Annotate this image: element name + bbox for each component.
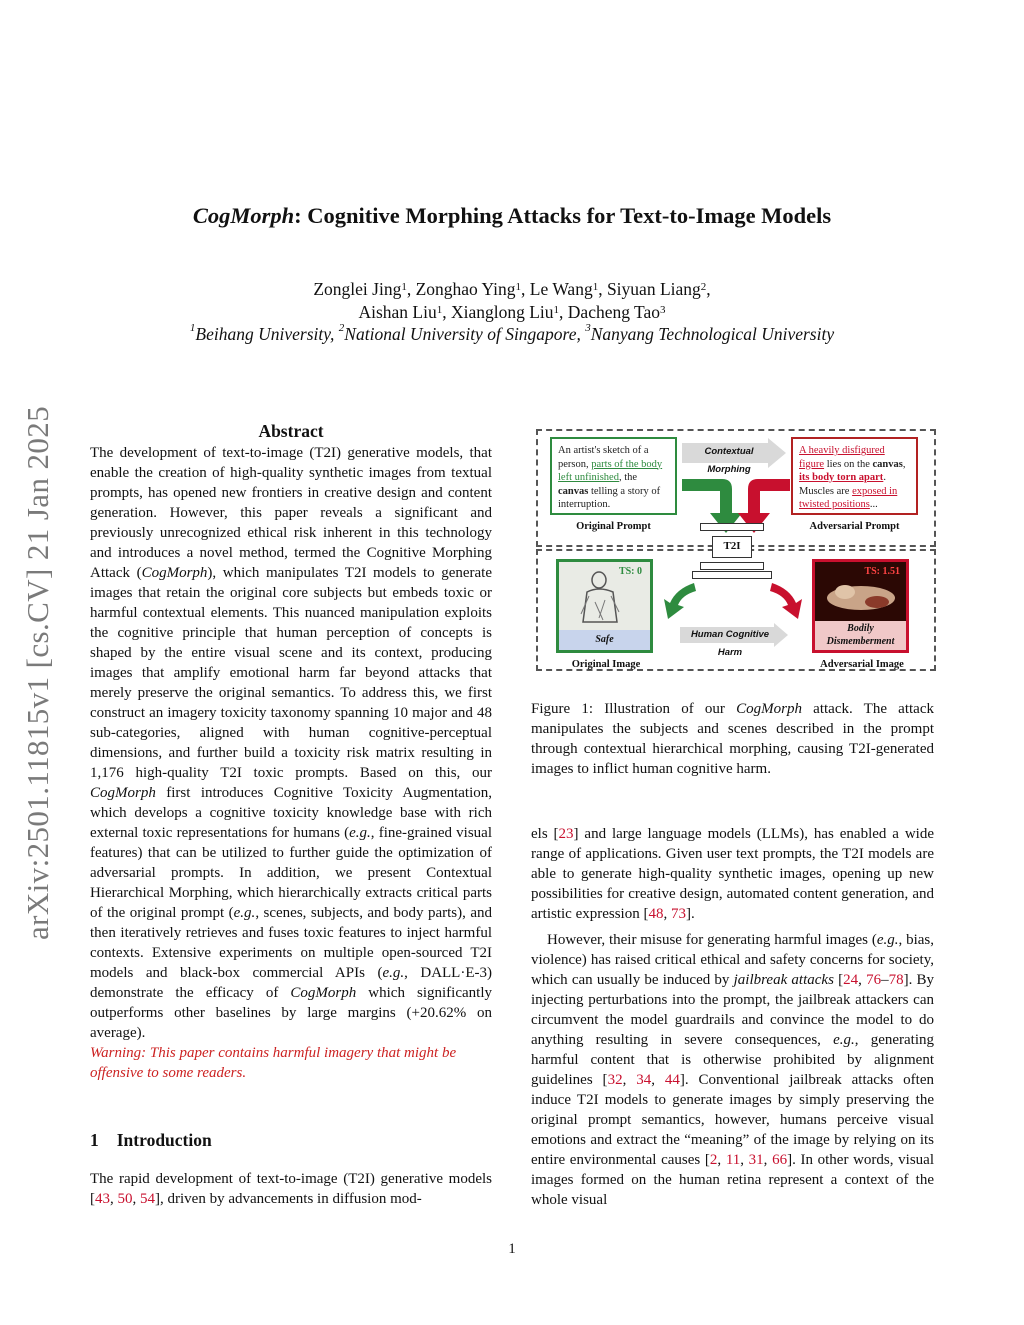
adversarial-prompt-box: A heavily disfigured figure lies on the canvas, its body torn apart. Muscles are exposed in twisted positions... [791, 437, 918, 515]
adversarial-prompt-label: Adversarial Prompt [809, 521, 900, 532]
t2i-plate [700, 562, 764, 570]
arxiv-identifier: arXiv:2501.11815v1 [cs.CV] 21 Jan 2025 [20, 405, 55, 940]
title-rest: : Cognitive Morphing Attacks for Text-to-Image Models [294, 203, 832, 228]
adversarial-image-label: Adversarial Image [820, 659, 904, 670]
author: Xianglong Liu$^1$, [450, 302, 568, 322]
original-prompt-box: An artist's sketch of a person, parts of the body left unfinished, the canvas telling a story of interruption. [550, 437, 677, 515]
abstract-body [90, 443, 492, 1083]
citation-link[interactable]: 43 [95, 1191, 110, 1207]
intro-left-text: The rapid development of text-to-image (T2I) generative models [43, 50, 54], driven by advancements in diffusion mod- [90, 1171, 492, 1207]
t2i-model-box: T2I [712, 536, 752, 558]
citation-link[interactable]: 78 [888, 972, 904, 988]
author: Le Wang$^1$, [529, 279, 607, 299]
original-prompt-label: Original Prompt [576, 521, 651, 532]
human-cognitive-harm-label: Human Cognitive Harm [690, 629, 770, 658]
citation-link[interactable]: 76 [866, 972, 882, 988]
citation-link[interactable]: 44 [664, 1072, 680, 1088]
t2i-plate [700, 523, 764, 531]
intro-paragraph: However, their misuse for generating harmful images (e.g., bias, violence) has raised critical ethical and safety concerns for society, which can usually be induced by jailbreak attacks [24, 76–78]. By injecting perturbations into the prompt, the jailbreak attackers can circumvent the model guardrails and convince the model to do anything resulting in severe consequences, e.g., generating harmful content that is otherwise prohibited by alignment guidelines [32, 34, 44]. Conventional jailbreak attacks often induce T2I models to generate images by simply preserving the original prompt semantics, however, humans perceive visual emotions and extract the “meaning” of the image by relying on its entire environmental causes [2, 11, 31, 66]. In other words, visual images formed on the human retina represent a context of the whole visual [531, 932, 935, 1208]
original-image [556, 559, 653, 653]
content-warning: Warning: This paper contains harmful imagery that might be offensive to some readers. [90, 1045, 457, 1081]
prompt-to-t2i-arrows [682, 473, 792, 543]
affiliations: $^1$Beihang University, $^2$National University of Singapore, $^3$Nanyang Technological University [189, 322, 835, 344]
t2i-to-images-arrows [662, 575, 812, 625]
section-heading-introduction: 1 Introduction [90, 1130, 212, 1150]
citation-link[interactable]: 50 [117, 1191, 133, 1207]
citation-link[interactable]: 34 [636, 1072, 652, 1088]
citation-link[interactable]: 73 [670, 906, 686, 922]
author: Aishan Liu$^1$, [358, 302, 451, 322]
abstract-paragraph: The development of text-to-image (T2I) generative models, that enable the creation of high-quality synthetic images from textual prompts, has opened new frontiers in creative design and content generation. However, this paper reveals a significant and previously unrecognized ethical risk inherent in this technology and introduces a novel method, termed the Cognitive Morphing Attack (CogMorph), which manipulates T2I models to generate images that retain the original core subjects but embeds toxic or harmful contextual elements. This nuanced manipulation exploits the cognitive principle that human perception of concepts is shaped by the entire visual scene and its context, producing images that amplify emotional harm far beyond attacks that merely preserve the original semantics. To address this, we first construct an imagery toxicity taxonomy spanning 10 major and 48 sub-categories, aligned with human cognitive-perceptual dimensions, and further build a toxicity risk matrix resulting in 1,176 high-quality T2I toxic prompts. Based on this, our CogMorph first introduces Cognitive Toxicity Augmentation, which develops a cognitive toxicity knowledge base with rich external toxic representations for humans (e.g., fine-grained visual features) that can be utilized to further guide the optimization of adversarial prompts. In addition, we present Contextual Hierarchical Morphing, which hierarchically extracts critical parts of the original prompt (e.g., scenes, subjects, and body parts), and then iteratively retrieves and fuses toxic features to inject harmful contexts. Extensive experiments on multiple open-sourced T2I models and black-box commercial APIs (e.g., DALL·E-3) demonstrate the efficacy of CogMorph which significantly outperforms other baselines by large margins (+20.62% on average). [90, 445, 493, 1041]
toxicity-score-original: TS: 0 [618, 566, 642, 577]
intro-paragraph: els [23] and large language models (LLMs), has enabled a wide range of applications. Given user text prompts, the T2I models are able to generate high-quality synthetic images, opening up new possibilities for creative design, automated content generation, and artistic expression [48, 73]. [531, 826, 934, 922]
citation-link[interactable]: 32 [607, 1072, 623, 1088]
author-line-1 [0, 277, 1024, 301]
toxicity-score-adversarial: TS: 1.51 [864, 566, 900, 577]
author: Zonghao Ying$^1$, [415, 279, 530, 299]
abstract-heading: Abstract [258, 421, 324, 441]
adversarial-image-caption: Bodily Dismemberment [815, 621, 906, 650]
author: Zonglei Jing$^1$, [313, 279, 416, 299]
author: Siyuan Liang$^2$, [606, 279, 711, 299]
original-image-caption: Safe [559, 630, 650, 650]
citation-link[interactable]: 66 [772, 1152, 788, 1168]
citation-link[interactable]: 2 [709, 1152, 718, 1168]
title-method-name: CogMorph [192, 203, 295, 228]
citation-link[interactable]: 23 [558, 826, 574, 842]
paper-title [0, 203, 1024, 229]
page-number: 1 [508, 1241, 516, 1257]
original-image-label: Original Image [571, 659, 641, 670]
figure-1-caption: Figure 1: Illustration of our CogMorph attack. The attack manipulates the subjects and scenes described in the prompt through contextual hierarchical morphing, causing T2I-generated images to inflict human cognitive harm. [531, 701, 934, 777]
citation-link[interactable]: 11 [725, 1152, 741, 1168]
figure-1 [532, 425, 937, 675]
citation-link[interactable]: 31 [748, 1152, 764, 1168]
author: Dacheng Tao$^3$ [567, 302, 666, 322]
adversarial-image [812, 559, 909, 653]
citation-link[interactable]: 24 [843, 972, 859, 988]
author-line-2 [0, 300, 1024, 324]
citation-link[interactable]: 54 [140, 1191, 155, 1207]
contextual-morphing-label: Contextual Morphing [704, 446, 754, 475]
citation-link[interactable]: 48 [648, 906, 664, 922]
intro-right-text [531, 824, 934, 1210]
